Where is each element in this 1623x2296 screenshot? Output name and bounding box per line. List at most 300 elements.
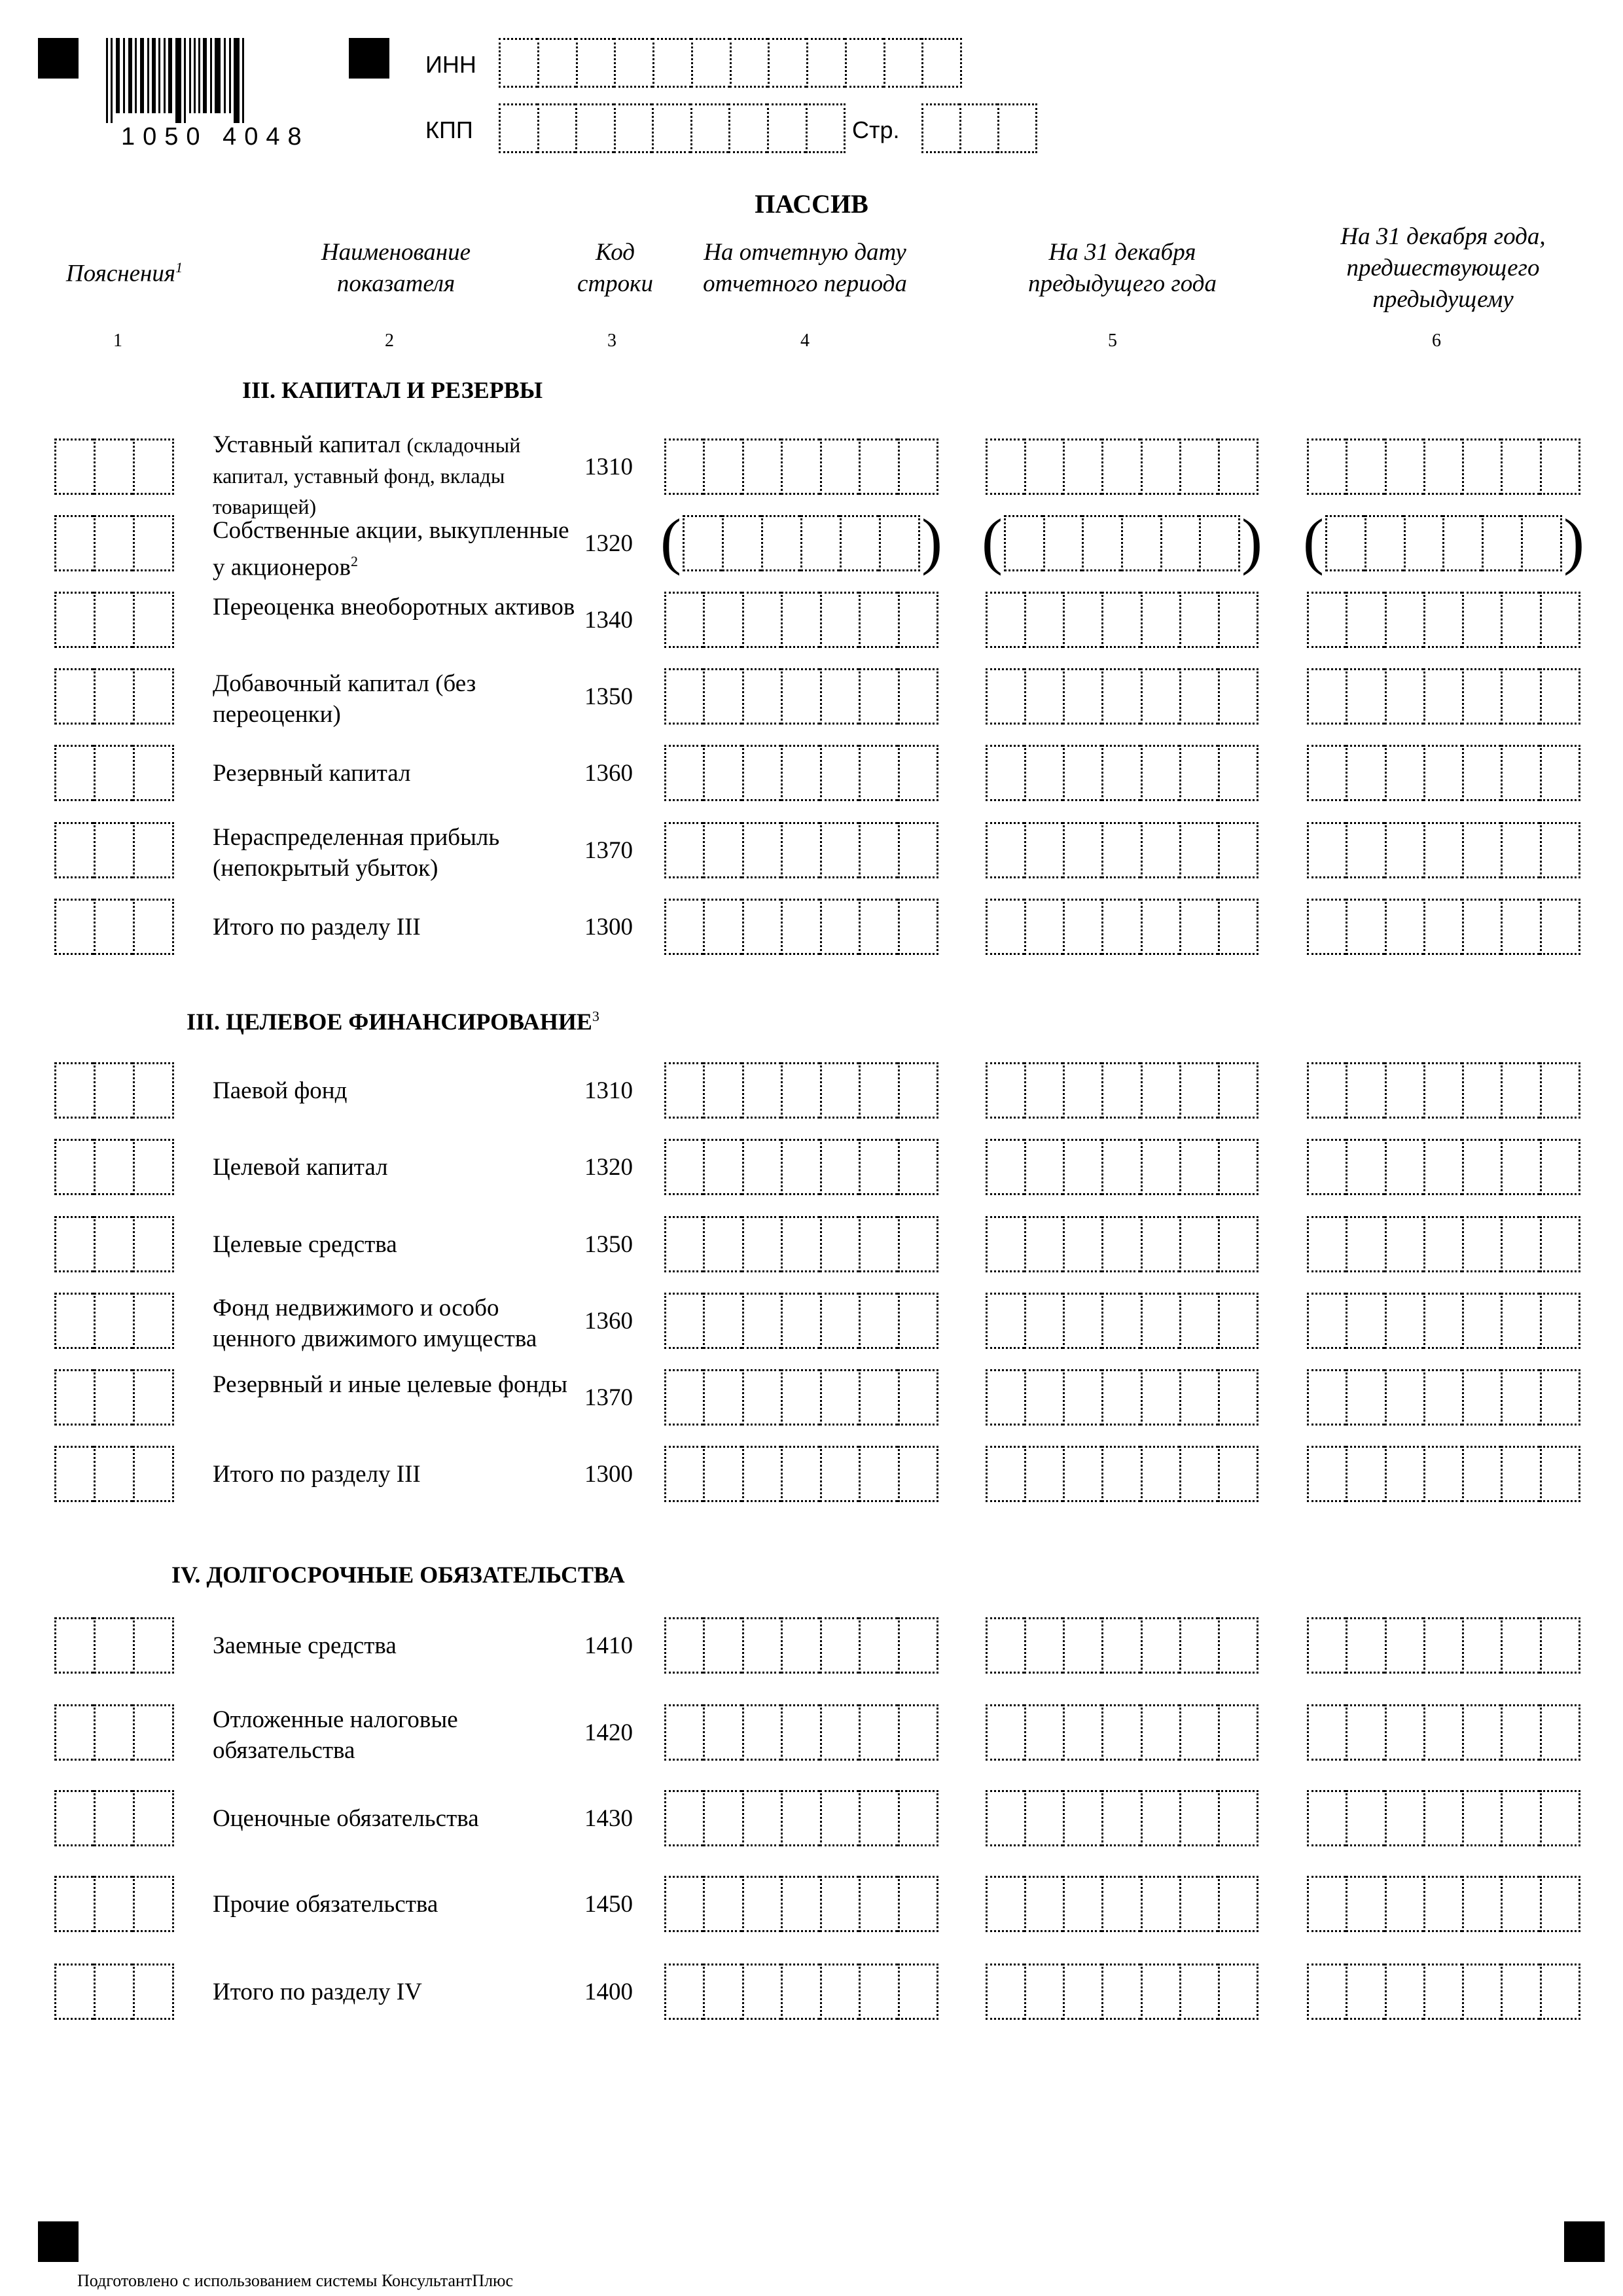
digit-cell[interactable] — [1179, 1369, 1218, 1426]
digit-cell[interactable] — [1501, 439, 1539, 495]
digit-cell[interactable] — [652, 103, 690, 153]
digit-cell[interactable] — [1141, 899, 1179, 955]
digit-cell[interactable] — [1307, 822, 1346, 878]
digit-cell[interactable] — [1501, 1704, 1539, 1761]
digit-cell[interactable] — [781, 1617, 819, 1674]
digit-cell[interactable] — [1423, 1293, 1462, 1349]
value-prev-year[interactable] — [986, 1446, 1258, 1502]
digit-cell[interactable] — [898, 1964, 938, 2020]
digit-cell[interactable] — [1346, 745, 1384, 801]
digit-cell[interactable] — [1218, 439, 1258, 495]
digit-cell[interactable] — [1141, 1139, 1179, 1195]
digit-cell[interactable] — [781, 1139, 819, 1195]
digit-cell[interactable] — [1101, 1062, 1140, 1119]
digit-cell[interactable] — [1024, 1617, 1063, 1674]
digit-cell[interactable] — [1307, 1617, 1346, 1674]
digit-cell[interactable] — [1462, 1062, 1501, 1119]
value-year-before-prev[interactable] — [1307, 592, 1580, 648]
digit-cell[interactable] — [883, 38, 922, 88]
explanation-field[interactable] — [54, 1704, 174, 1761]
digit-cell[interactable] — [1462, 592, 1501, 648]
value-prev-year[interactable] — [986, 745, 1258, 801]
digit-cell[interactable] — [664, 1216, 703, 1272]
value-year-before-prev[interactable] — [1307, 1369, 1580, 1426]
digit-cell[interactable] — [1004, 515, 1043, 571]
digit-cell[interactable] — [1540, 592, 1580, 648]
digit-cell[interactable] — [133, 1446, 174, 1502]
digit-cell[interactable] — [742, 1704, 781, 1761]
value-reporting-date[interactable] — [664, 822, 938, 878]
digit-cell[interactable] — [1063, 1790, 1101, 1846]
digit-cell[interactable] — [800, 515, 840, 571]
digit-cell[interactable] — [820, 1964, 859, 2020]
digit-cell[interactable] — [94, 668, 133, 725]
digit-cell[interactable] — [1063, 1369, 1101, 1426]
digit-cell[interactable] — [1346, 1790, 1384, 1846]
value-reporting-date[interactable] — [664, 1446, 938, 1502]
digit-cell[interactable] — [1218, 1876, 1258, 1932]
explanation-field[interactable] — [54, 1964, 174, 2020]
digit-cell[interactable] — [1540, 822, 1580, 878]
digit-cell[interactable] — [859, 1062, 897, 1119]
digit-cell[interactable] — [1218, 1369, 1258, 1426]
digit-cell[interactable] — [820, 899, 859, 955]
digit-cell[interactable] — [820, 1790, 859, 1846]
digit-cell[interactable] — [1385, 1704, 1423, 1761]
digit-cell[interactable] — [1179, 439, 1218, 495]
digit-cell[interactable] — [1346, 668, 1384, 725]
digit-cell[interactable] — [1501, 1062, 1539, 1119]
explanation-field[interactable] — [54, 592, 174, 648]
explanation-field[interactable] — [54, 1790, 174, 1846]
digit-cell[interactable] — [703, 1216, 741, 1272]
digit-cell[interactable] — [1063, 899, 1101, 955]
digit-cell[interactable] — [94, 1139, 133, 1195]
digit-cell[interactable] — [1082, 515, 1121, 571]
value-year-before-prev[interactable] — [1307, 1062, 1580, 1119]
digit-cell[interactable] — [742, 1216, 781, 1272]
digit-cell[interactable] — [781, 745, 819, 801]
digit-cell[interactable] — [1024, 1790, 1063, 1846]
digit-cell[interactable] — [1218, 822, 1258, 878]
digit-cell[interactable] — [859, 1446, 897, 1502]
value-reporting-date[interactable] — [664, 1704, 938, 1761]
digit-cell[interactable] — [703, 1790, 741, 1846]
digit-cell[interactable] — [859, 1617, 897, 1674]
digit-cell[interactable] — [781, 592, 819, 648]
digit-cell[interactable] — [1307, 1446, 1346, 1502]
digit-cell[interactable] — [664, 899, 703, 955]
digit-cell[interactable] — [1101, 822, 1140, 878]
digit-cell[interactable] — [94, 1293, 133, 1349]
digit-cell[interactable] — [879, 515, 920, 571]
digit-cell[interactable] — [1385, 1139, 1423, 1195]
digit-cell[interactable] — [986, 592, 1024, 648]
digit-cell[interactable] — [859, 1790, 897, 1846]
digit-cell[interactable] — [921, 103, 959, 153]
page-number-field[interactable] — [921, 103, 1037, 153]
digit-cell[interactable] — [94, 1446, 133, 1502]
digit-cell[interactable] — [859, 1876, 897, 1932]
digit-cell[interactable] — [1141, 439, 1179, 495]
digit-cell[interactable] — [1423, 899, 1462, 955]
digit-cell[interactable] — [1540, 1876, 1580, 1932]
digit-cell[interactable] — [1462, 899, 1501, 955]
digit-cell[interactable] — [859, 1216, 897, 1272]
digit-cell[interactable] — [133, 899, 174, 955]
digit-cell[interactable] — [820, 1876, 859, 1932]
explanation-field[interactable] — [54, 1293, 174, 1349]
digit-cell[interactable] — [761, 515, 800, 571]
digit-cell[interactable] — [664, 1964, 703, 2020]
digit-cell[interactable] — [898, 1617, 938, 1674]
digit-cell[interactable] — [1346, 1139, 1384, 1195]
digit-cell[interactable] — [781, 439, 819, 495]
digit-cell[interactable] — [1346, 1369, 1384, 1426]
value-reporting-date[interactable] — [664, 745, 938, 801]
digit-cell[interactable] — [1063, 1216, 1101, 1272]
digit-cell[interactable] — [859, 592, 897, 648]
digit-cell[interactable] — [820, 439, 859, 495]
digit-cell[interactable] — [1501, 745, 1539, 801]
digit-cell[interactable] — [94, 592, 133, 648]
value-prev-year[interactable] — [986, 822, 1258, 878]
explanation-field[interactable] — [54, 1369, 174, 1426]
digit-cell[interactable] — [1101, 1964, 1140, 2020]
digit-cell[interactable] — [742, 1293, 781, 1349]
digit-cell[interactable] — [1385, 1876, 1423, 1932]
digit-cell[interactable] — [1307, 1293, 1346, 1349]
digit-cell[interactable] — [997, 103, 1037, 153]
digit-cell[interactable] — [133, 515, 174, 571]
digit-cell[interactable] — [1101, 1369, 1140, 1426]
digit-cell[interactable] — [1482, 515, 1521, 571]
digit-cell[interactable] — [1540, 1964, 1580, 2020]
digit-cell[interactable] — [1024, 1876, 1063, 1932]
digit-cell[interactable] — [1501, 1369, 1539, 1426]
digit-cell[interactable] — [1101, 592, 1140, 648]
digit-cell[interactable] — [845, 38, 883, 88]
digit-cell[interactable] — [1179, 592, 1218, 648]
digit-cell[interactable] — [898, 1876, 938, 1932]
value-prev-year[interactable] — [986, 1790, 1258, 1846]
value-reporting-date[interactable] — [664, 1062, 938, 1119]
digit-cell[interactable] — [1423, 439, 1462, 495]
value-year-before-prev[interactable] — [1307, 1293, 1580, 1349]
digit-cell[interactable] — [1179, 1617, 1218, 1674]
digit-cell[interactable] — [1540, 1617, 1580, 1674]
value-year-before-prev[interactable] — [1307, 1704, 1580, 1761]
digit-cell[interactable] — [1462, 1617, 1501, 1674]
digit-cell[interactable] — [1063, 1446, 1101, 1502]
digit-cell[interactable] — [94, 439, 133, 495]
value-reporting-date[interactable] — [664, 1216, 938, 1272]
digit-cell[interactable] — [1501, 1293, 1539, 1349]
digit-cell[interactable] — [664, 1369, 703, 1426]
digit-cell[interactable] — [898, 1790, 938, 1846]
digit-cell[interactable] — [1024, 1139, 1063, 1195]
digit-cell[interactable] — [1346, 1617, 1384, 1674]
digit-cell[interactable] — [1501, 668, 1539, 725]
digit-cell[interactable] — [1179, 668, 1218, 725]
digit-cell[interactable] — [1501, 1617, 1539, 1674]
digit-cell[interactable] — [54, 1062, 94, 1119]
digit-cell[interactable] — [1141, 592, 1179, 648]
digit-cell[interactable] — [1540, 1139, 1580, 1195]
digit-cell[interactable] — [1179, 1062, 1218, 1119]
digit-cell[interactable] — [133, 592, 174, 648]
value-prev-year[interactable] — [986, 1369, 1258, 1426]
digit-cell[interactable] — [1385, 1062, 1423, 1119]
digit-cell[interactable] — [742, 822, 781, 878]
digit-cell[interactable] — [1024, 1964, 1063, 2020]
digit-cell[interactable] — [1307, 592, 1346, 648]
digit-cell[interactable] — [1141, 1446, 1179, 1502]
value-year-before-prev[interactable] — [1307, 1446, 1580, 1502]
digit-cell[interactable] — [1540, 745, 1580, 801]
digit-cell[interactable] — [133, 1139, 174, 1195]
digit-cell[interactable] — [1346, 1704, 1384, 1761]
digit-cell[interactable] — [1218, 899, 1258, 955]
digit-cell[interactable] — [959, 103, 997, 153]
digit-cell[interactable] — [703, 668, 741, 725]
value-prev-year[interactable] — [986, 592, 1258, 648]
digit-cell[interactable] — [1462, 1446, 1501, 1502]
digit-cell[interactable] — [1024, 592, 1063, 648]
digit-cell[interactable] — [1179, 745, 1218, 801]
digit-cell[interactable] — [54, 745, 94, 801]
digit-cell[interactable] — [898, 1062, 938, 1119]
value-reporting-date[interactable] — [683, 515, 920, 571]
digit-cell[interactable] — [1462, 1704, 1501, 1761]
digit-cell[interactable] — [742, 1790, 781, 1846]
digit-cell[interactable] — [703, 822, 741, 878]
digit-cell[interactable] — [54, 668, 94, 725]
digit-cell[interactable] — [1121, 515, 1160, 571]
digit-cell[interactable] — [986, 439, 1024, 495]
digit-cell[interactable] — [1385, 745, 1423, 801]
digit-cell[interactable] — [1307, 439, 1346, 495]
digit-cell[interactable] — [1346, 439, 1384, 495]
digit-cell[interactable] — [1063, 1062, 1101, 1119]
digit-cell[interactable] — [1101, 1139, 1140, 1195]
digit-cell[interactable] — [1307, 668, 1346, 725]
digit-cell[interactable] — [94, 1062, 133, 1119]
digit-cell[interactable] — [703, 1293, 741, 1349]
digit-cell[interactable] — [1141, 1790, 1179, 1846]
value-prev-year[interactable] — [986, 439, 1258, 495]
digit-cell[interactable] — [1501, 592, 1539, 648]
digit-cell[interactable] — [1540, 899, 1580, 955]
digit-cell[interactable] — [133, 745, 174, 801]
digit-cell[interactable] — [742, 1369, 781, 1426]
digit-cell[interactable] — [1179, 1704, 1218, 1761]
digit-cell[interactable] — [986, 899, 1024, 955]
value-reporting-date[interactable] — [664, 439, 938, 495]
digit-cell[interactable] — [859, 745, 897, 801]
digit-cell[interactable] — [703, 1062, 741, 1119]
digit-cell[interactable] — [820, 1704, 859, 1761]
digit-cell[interactable] — [1346, 1293, 1384, 1349]
digit-cell[interactable] — [1346, 822, 1384, 878]
digit-cell[interactable] — [1218, 1964, 1258, 2020]
digit-cell[interactable] — [1179, 1790, 1218, 1846]
digit-cell[interactable] — [1423, 668, 1462, 725]
digit-cell[interactable] — [133, 1369, 174, 1426]
digit-cell[interactable] — [133, 1790, 174, 1846]
digit-cell[interactable] — [1024, 668, 1063, 725]
digit-cell[interactable] — [690, 103, 729, 153]
value-reporting-date[interactable] — [664, 1293, 938, 1349]
digit-cell[interactable] — [1218, 1139, 1258, 1195]
digit-cell[interactable] — [781, 899, 819, 955]
digit-cell[interactable] — [1024, 745, 1063, 801]
digit-cell[interactable] — [781, 1790, 819, 1846]
explanation-field[interactable] — [54, 822, 174, 878]
digit-cell[interactable] — [806, 103, 846, 153]
digit-cell[interactable] — [1063, 439, 1101, 495]
digit-cell[interactable] — [703, 1369, 741, 1426]
digit-cell[interactable] — [1540, 439, 1580, 495]
digit-cell[interactable] — [986, 668, 1024, 725]
digit-cell[interactable] — [1307, 1704, 1346, 1761]
value-prev-year[interactable] — [986, 1704, 1258, 1761]
digit-cell[interactable] — [820, 1216, 859, 1272]
digit-cell[interactable] — [133, 1617, 174, 1674]
digit-cell[interactable] — [1385, 1446, 1423, 1502]
digit-cell[interactable] — [94, 745, 133, 801]
digit-cell[interactable] — [54, 1216, 94, 1272]
kpp-field[interactable] — [499, 103, 846, 153]
digit-cell[interactable] — [1101, 1790, 1140, 1846]
digit-cell[interactable] — [1024, 1704, 1063, 1761]
digit-cell[interactable] — [1540, 1062, 1580, 1119]
digit-cell[interactable] — [1346, 1446, 1384, 1502]
digit-cell[interactable] — [133, 822, 174, 878]
digit-cell[interactable] — [859, 899, 897, 955]
value-reporting-date[interactable] — [664, 899, 938, 955]
digit-cell[interactable] — [1385, 668, 1423, 725]
digit-cell[interactable] — [820, 1369, 859, 1426]
digit-cell[interactable] — [703, 439, 741, 495]
digit-cell[interactable] — [1462, 822, 1501, 878]
digit-cell[interactable] — [1307, 745, 1346, 801]
digit-cell[interactable] — [898, 1369, 938, 1426]
digit-cell[interactable] — [722, 515, 761, 571]
digit-cell[interactable] — [1307, 1062, 1346, 1119]
digit-cell[interactable] — [1385, 1964, 1423, 2020]
digit-cell[interactable] — [781, 1704, 819, 1761]
digit-cell[interactable] — [575, 103, 614, 153]
digit-cell[interactable] — [820, 668, 859, 725]
digit-cell[interactable] — [133, 668, 174, 725]
digit-cell[interactable] — [742, 439, 781, 495]
digit-cell[interactable] — [133, 1216, 174, 1272]
digit-cell[interactable] — [781, 668, 819, 725]
digit-cell[interactable] — [1063, 1139, 1101, 1195]
digit-cell[interactable] — [898, 592, 938, 648]
digit-cell[interactable] — [94, 1216, 133, 1272]
digit-cell[interactable] — [1423, 1216, 1462, 1272]
digit-cell[interactable] — [664, 1139, 703, 1195]
digit-cell[interactable] — [986, 745, 1024, 801]
digit-cell[interactable] — [859, 1964, 897, 2020]
digit-cell[interactable] — [1423, 1446, 1462, 1502]
explanation-field[interactable] — [54, 745, 174, 801]
digit-cell[interactable] — [664, 668, 703, 725]
digit-cell[interactable] — [898, 1293, 938, 1349]
digit-cell[interactable] — [742, 745, 781, 801]
digit-cell[interactable] — [1218, 1216, 1258, 1272]
value-year-before-prev[interactable] — [1307, 1139, 1580, 1195]
value-reporting-date[interactable] — [664, 668, 938, 725]
value-year-before-prev[interactable] — [1307, 899, 1580, 955]
digit-cell[interactable] — [133, 1062, 174, 1119]
digit-cell[interactable] — [133, 1293, 174, 1349]
digit-cell[interactable] — [664, 1704, 703, 1761]
digit-cell[interactable] — [54, 1964, 94, 2020]
value-reporting-date[interactable] — [664, 1139, 938, 1195]
digit-cell[interactable] — [1179, 1293, 1218, 1349]
digit-cell[interactable] — [1024, 1062, 1063, 1119]
digit-cell[interactable] — [1063, 1704, 1101, 1761]
digit-cell[interactable] — [1462, 439, 1501, 495]
digit-cell[interactable] — [859, 1704, 897, 1761]
digit-cell[interactable] — [1307, 1964, 1346, 2020]
digit-cell[interactable] — [742, 668, 781, 725]
digit-cell[interactable] — [1024, 439, 1063, 495]
digit-cell[interactable] — [703, 1617, 741, 1674]
digit-cell[interactable] — [1218, 1617, 1258, 1674]
value-prev-year[interactable] — [986, 1964, 1258, 2020]
digit-cell[interactable] — [1179, 1216, 1218, 1272]
explanation-field[interactable] — [54, 1617, 174, 1674]
digit-cell[interactable] — [1501, 1964, 1539, 2020]
digit-cell[interactable] — [1199, 515, 1240, 571]
digit-cell[interactable] — [1385, 439, 1423, 495]
digit-cell[interactable] — [1218, 668, 1258, 725]
digit-cell[interactable] — [1024, 1446, 1063, 1502]
digit-cell[interactable] — [1540, 1704, 1580, 1761]
digit-cell[interactable] — [664, 1790, 703, 1846]
digit-cell[interactable] — [1540, 1446, 1580, 1502]
digit-cell[interactable] — [703, 1876, 741, 1932]
digit-cell[interactable] — [664, 745, 703, 801]
value-year-before-prev[interactable] — [1307, 745, 1580, 801]
digit-cell[interactable] — [859, 668, 897, 725]
explanation-field[interactable] — [54, 899, 174, 955]
digit-cell[interactable] — [859, 1369, 897, 1426]
digit-cell[interactable] — [94, 515, 133, 571]
digit-cell[interactable] — [806, 38, 845, 88]
digit-cell[interactable] — [898, 1446, 938, 1502]
digit-cell[interactable] — [820, 592, 859, 648]
digit-cell[interactable] — [614, 103, 652, 153]
value-reporting-date[interactable] — [664, 1369, 938, 1426]
digit-cell[interactable] — [1462, 1964, 1501, 2020]
digit-cell[interactable] — [1101, 745, 1140, 801]
digit-cell[interactable] — [499, 103, 537, 153]
value-year-before-prev[interactable] — [1307, 822, 1580, 878]
digit-cell[interactable] — [1307, 1139, 1346, 1195]
digit-cell[interactable] — [1024, 1369, 1063, 1426]
digit-cell[interactable] — [703, 1964, 741, 2020]
digit-cell[interactable] — [742, 1964, 781, 2020]
digit-cell[interactable] — [1385, 1216, 1423, 1272]
digit-cell[interactable] — [54, 1876, 94, 1932]
digit-cell[interactable] — [54, 439, 94, 495]
digit-cell[interactable] — [1423, 745, 1462, 801]
